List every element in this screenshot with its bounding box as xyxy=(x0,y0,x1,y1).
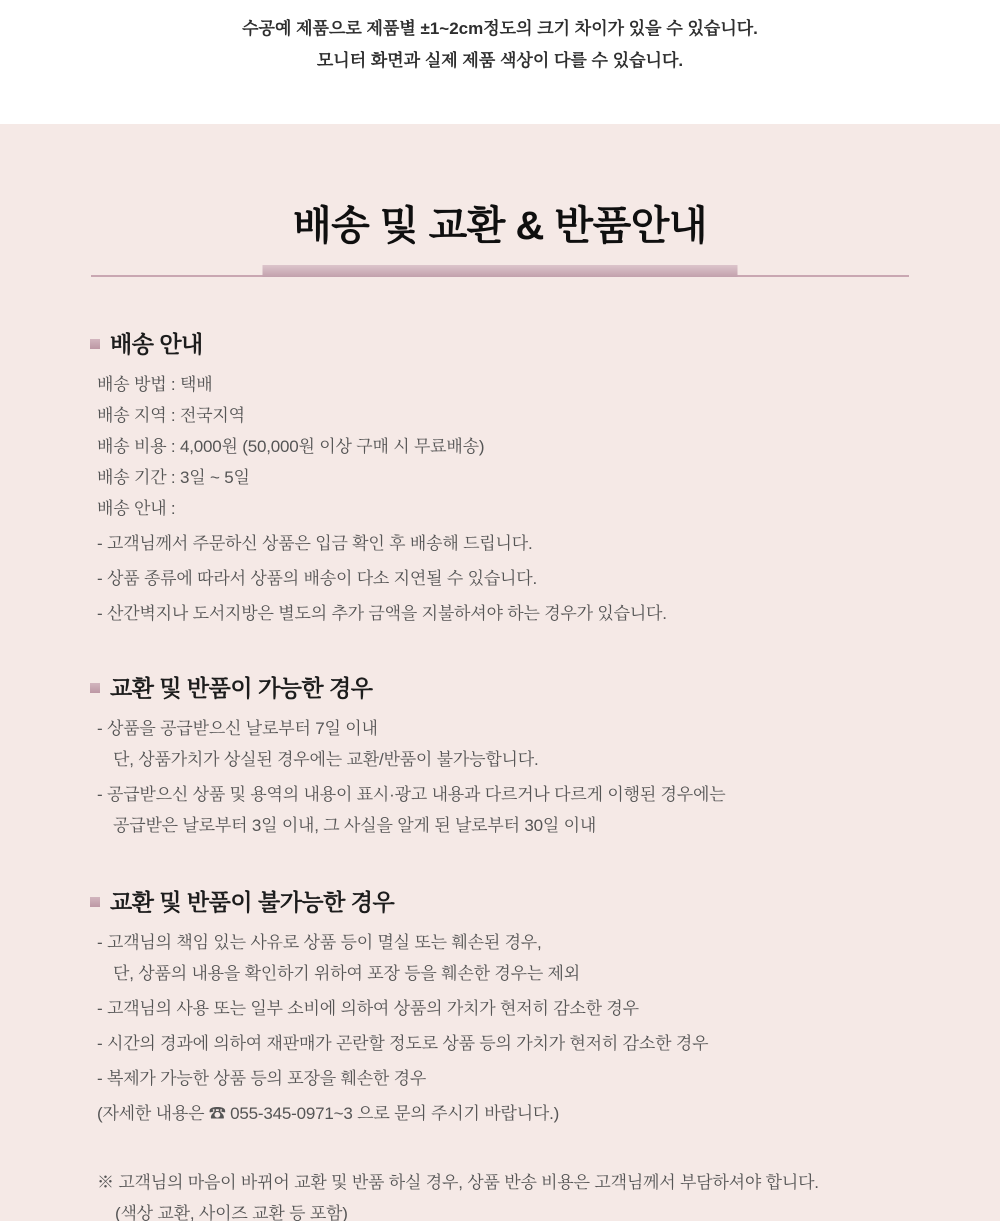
section-heading xyxy=(90,673,940,703)
contact-phone-line: (자세한 내용은 ☎ 055-345-0971~3 으로 문의 주시기 바랍니다.) xyxy=(97,1104,560,1123)
text-line: 단, 상품가치가 상실된 경우에는 교환/반품이 불가능합니다. xyxy=(113,750,539,769)
disclaimer-line-color: 모니터 화면과 실제 제품 색상이 다를 수 있습니다. xyxy=(316,51,684,70)
section-heading xyxy=(90,329,940,359)
return-cost-footnote xyxy=(90,1167,940,1221)
text-line: - 공급받으신 상품 및 용역의 내용이 표시·광고 내용과 다르거나 다르게 이행된 경우에는 xyxy=(97,785,726,804)
text-line: - 산간벽지나 도서지방은 별도의 추가 금액을 지불하셔야 하는 경우가 있습니다. xyxy=(97,604,667,623)
text-line: 공급받은 날로부터 3일 이내, 그 사실을 알게 된 날로부터 30일 이내 xyxy=(113,816,597,835)
text-line: 배송 지역 : 전국지역 xyxy=(97,406,245,425)
text-line: - 고객님의 사용 또는 일부 소비에 의하여 상품의 가치가 현저히 감소한 경우 xyxy=(97,999,639,1018)
text-line: 배송 비용 : 4,000원 (50,000원 이상 구매 시 무료배송) xyxy=(97,437,485,456)
text-line: 배송 방법 : 택배 xyxy=(97,375,213,394)
text-line: - 고객님의 책임 있는 사유로 상품 등이 멸실 또는 훼손된 경우, xyxy=(97,933,542,952)
section-shipping-guide xyxy=(90,329,940,629)
section-heading xyxy=(90,887,940,917)
square-bullet-icon xyxy=(90,339,100,349)
section-heading-label: 교환 및 반품이 가능한 경우 xyxy=(110,675,373,701)
text-line: 배송 기간 : 3일 ~ 5일 xyxy=(97,468,250,487)
square-bullet-icon xyxy=(90,897,100,907)
divider-accent-bar xyxy=(263,265,738,277)
title-divider xyxy=(0,265,1000,277)
top-disclaimer xyxy=(0,0,1000,124)
text-line: 배송 안내 : xyxy=(97,499,176,518)
footnote-line: ※ 고객님의 마음이 바뀌어 교환 및 반품 하실 경우, 상품 반송 비용은 고객님께서 부담하셔야 합니다. xyxy=(97,1173,819,1192)
footnote-line: (색상 교환, 사이즈 교환 등 포함) xyxy=(115,1204,348,1221)
text-line: - 상품 종류에 따라서 상품의 배송이 다소 지연될 수 있습니다. xyxy=(97,569,538,588)
text-line: - 상품을 공급받으신 날로부터 7일 이내 xyxy=(97,719,378,738)
section-heading-label: 교환 및 반품이 불가능한 경우 xyxy=(110,889,395,915)
text-line: - 시간의 경과에 의하여 재판매가 곤란할 정도로 상품 등의 가치가 현저히 감소한 경우 xyxy=(97,1034,709,1053)
section-exchange-possible xyxy=(90,673,940,841)
text-line: 단, 상품의 내용을 확인하기 위하여 포장 등을 훼손한 경우는 제외 xyxy=(113,964,581,983)
section-exchange-impossible xyxy=(90,887,940,1129)
text-line: - 복제가 가능한 상품 등의 포장을 훼손한 경우 xyxy=(97,1069,427,1088)
shipping-info-panel xyxy=(0,124,1000,1221)
page-title: 배송 및 교환 & 반품안내 xyxy=(292,204,708,248)
info-content xyxy=(0,277,1000,1221)
section-heading-label: 배송 안내 xyxy=(110,331,203,357)
square-bullet-icon xyxy=(90,683,100,693)
disclaimer-line-size: 수공예 제품으로 제품별 ±1~2cm정도의 크기 차이가 있을 수 있습니다. xyxy=(242,19,758,38)
text-line: - 고객님께서 주문하신 상품은 입금 확인 후 배송해 드립니다. xyxy=(97,534,533,553)
